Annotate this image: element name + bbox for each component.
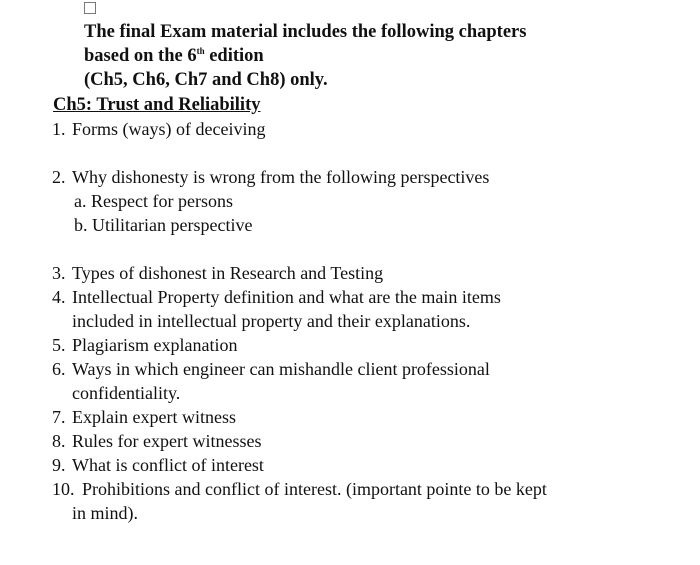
item-text: Ways in which engineer can mishandle client professional — [72, 359, 490, 379]
item-number: 2. — [52, 167, 66, 187]
list-item — [52, 285, 692, 333]
item-number: 3. — [52, 263, 66, 283]
item-text-continued: confidentiality. — [72, 383, 181, 403]
sub-item-label: a. — [74, 191, 87, 211]
list-item — [52, 453, 692, 477]
list-item — [52, 165, 692, 189]
item-number: 5. — [52, 335, 66, 355]
item-text: Forms (ways) of deceiving — [72, 119, 266, 139]
item-number: 8. — [52, 431, 66, 451]
header-line-2-prefix: based on the 6 — [84, 46, 197, 66]
item-number: 1. — [52, 119, 66, 139]
topic-list — [52, 117, 692, 525]
list-item — [52, 261, 692, 285]
header-line-2-sup: th — [196, 46, 205, 56]
list-item — [52, 429, 692, 453]
item-number: 7. — [52, 407, 66, 427]
item-text: Why dishonesty is wrong from the following perspectives — [72, 167, 490, 187]
item-text: Plagiarism explanation — [72, 335, 238, 355]
header-line-1: The final Exam material includes the following chapters — [84, 22, 527, 42]
checkbox-icon[interactable] — [84, 2, 96, 14]
item-number: 10. — [52, 479, 75, 499]
section-title: Ch5: Trust and Reliability — [53, 95, 261, 115]
list-item — [52, 357, 692, 405]
item-text-continued: in mind). — [72, 503, 138, 523]
item-text: Intellectual Property definition and what are the main items — [72, 287, 501, 307]
list-item — [52, 477, 692, 525]
header-line-2 — [84, 44, 526, 68]
item-text: Rules for expert witnesses — [72, 431, 262, 451]
item-text: Types of dishonest in Research and Testing — [72, 263, 384, 283]
sub-item — [52, 213, 692, 237]
sub-item — [52, 189, 692, 213]
header-line-3: (Ch5, Ch6, Ch7 and Ch8) only. — [84, 70, 328, 90]
list-item — [52, 117, 692, 141]
item-text-continued: included in intellectual property and their explanations. — [72, 311, 471, 331]
list-item — [52, 333, 692, 357]
list-item — [52, 405, 692, 429]
exam-header — [84, 20, 526, 92]
item-text: Explain expert witness — [72, 407, 236, 427]
sub-item-label: b. — [74, 215, 88, 235]
item-text: Prohibitions and conflict of interest. (important pointe to be kept — [82, 479, 547, 499]
item-number: 6. — [52, 359, 66, 379]
item-text: What is conflict of interest — [72, 455, 264, 475]
item-number: 9. — [52, 455, 66, 475]
item-number: 4. — [52, 287, 66, 307]
header-line-2-suffix: edition — [204, 46, 264, 66]
sub-item-text: Utilitarian perspective — [92, 215, 253, 235]
sub-item-text: Respect for persons — [91, 191, 233, 211]
